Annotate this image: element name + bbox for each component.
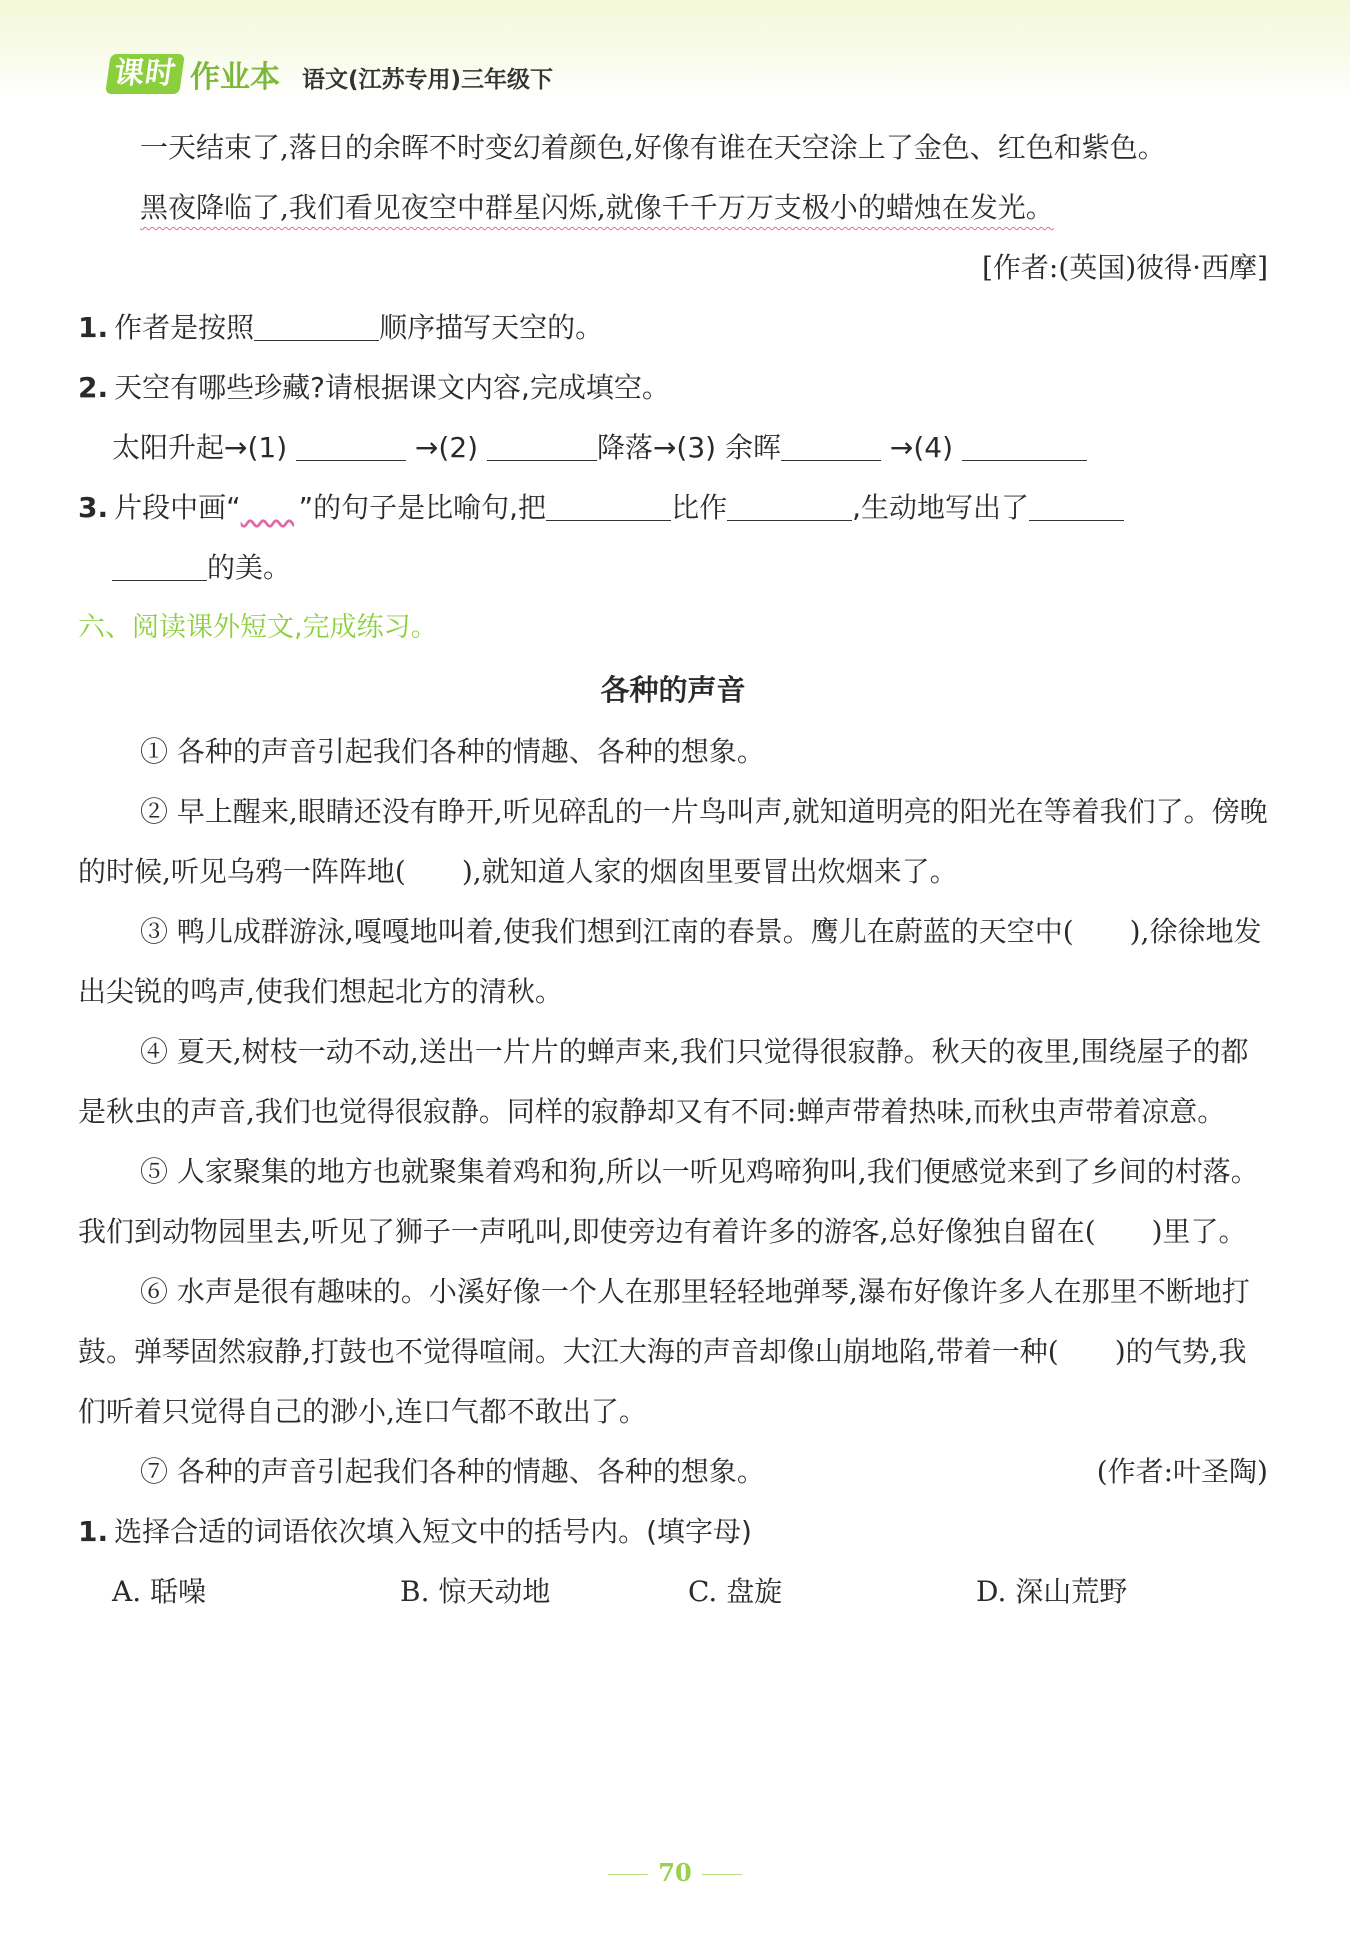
page-number: 70 <box>0 1858 1350 1887</box>
section6-heading: 六、阅读课外短文,完成练习。 <box>78 612 438 643</box>
question1-1: 1. 作者是按照 顺序描写天空的。 <box>78 311 604 344</box>
divider <box>702 1874 742 1875</box>
answer-blank[interactable] <box>727 490 852 521</box>
article-para2: ② 早上醒来,眼睛还没有睁开,听见碎乱的一片鸟叫声,就知道明亮的阳光在等着我们了。傍晚的时候,听见乌鸦一阵阵地( ),就知道人家的烟囱里要冒出炊烟来了。 <box>78 795 1268 888</box>
passage1-para2 <box>78 178 1268 238</box>
article-para7-row <box>78 1442 1268 1502</box>
brand-name: 作业本 <box>190 60 280 95</box>
article-author: (作者:叶圣陶) <box>1096 1455 1268 1488</box>
divider <box>608 1874 648 1875</box>
article-para1: ① 各种的声音引起我们各种的情趣、各种的想象。 <box>140 735 765 768</box>
article-para3: ③ 鸭儿成群游泳,嘎嘎地叫着,使我们想到江南的春景。鹰儿在蔚蓝的天空中( ),徐徐地发出尖锐的鸣声,使我们想起北方的清秋。 <box>78 915 1262 1008</box>
answer-blank[interactable] <box>112 550 207 581</box>
answer-blank[interactable] <box>254 310 379 341</box>
question1-3-cont: 的美。 <box>78 538 1268 598</box>
options-row <box>78 1562 1268 1622</box>
simile-sentence: 黑夜降临了,我们看见夜空中群星闪烁,就像千千万万支极小的蜡烛在发光。 <box>140 191 1054 224</box>
article-para4: ④ 夏天,树枝一动不动,送出一片片的蝉声来,我们只觉得很寂静。秋天的夜里,围绕屋子的都是秋虫的声音,我们也觉得很寂静。同样的寂静却又有不同:蝉声带着热味,而秋虫声带着凉意。 <box>78 1035 1249 1128</box>
passage1-para1: 一天结束了,落日的余晖不时变幻着颜色,好像有谁在天空涂上了金色、红色和紫色。 <box>140 131 1166 164</box>
answer-blank[interactable] <box>1029 490 1124 521</box>
article-para6: ⑥ 水声是很有趣味的。小溪好像一个人在那里轻轻地弹琴,瀑布好像许多人在那里不断地打鼓。弹琴固然寂静,打鼓也不觉得喧闹。大江大海的声音却像山崩地陷,带着一种( )的气势,我们听着只觉得自己的渺小,连口气都不敢出了。 <box>78 1275 1250 1428</box>
brand-logo: 课时 <box>105 54 185 94</box>
article-para7: ⑦ 各种的声音引起我们各种的情趣、各种的想象。 <box>140 1455 765 1488</box>
subject-label: 语文(江苏专用)三年级下 <box>302 66 554 93</box>
answer-blank[interactable] <box>546 490 671 521</box>
article-para5: ⑤ 人家聚集的地方也就聚集着鸡和狗,所以一听见鸡啼狗叫,我们便感觉来到了乡间的村落。我们到动物园里去,听见了狮子一声吼叫,即使旁边有着许多的游客,总好像独自留在( )里了。 <box>78 1155 1259 1248</box>
article-title: 各种的声音 <box>600 673 746 707</box>
question1-2: 2. 天空有哪些珍藏?请根据课文内容,完成填空。 <box>78 371 670 404</box>
option-b: B. 惊天动地 <box>400 1575 551 1608</box>
passage1-author: [作者:(英国)彼得·西摩] <box>981 251 1268 284</box>
option-c: C. 盘旋 <box>688 1575 783 1608</box>
answer-blank[interactable] <box>487 430 597 461</box>
header <box>108 52 553 96</box>
answer-blank[interactable] <box>296 430 406 461</box>
wavy-mark <box>241 478 299 500</box>
question1-3: 3. 片段中画“ ”的句子是比喻句,把 比作 ,生动地写出了 <box>78 478 1268 538</box>
question2-1: 1. 选择合适的词语依次填入短文中的括号内。(填字母) <box>78 1515 752 1548</box>
page-content <box>78 118 1268 1622</box>
answer-blank[interactable] <box>781 430 881 461</box>
question1-2-blanks: 太阳升起→(1) →(2) 降落→(3) 余晖 →(4) <box>78 418 1268 478</box>
option-a: A. 聒噪 <box>112 1575 207 1608</box>
option-d: D. 深山荒野 <box>976 1575 1128 1608</box>
answer-blank[interactable] <box>962 430 1087 461</box>
